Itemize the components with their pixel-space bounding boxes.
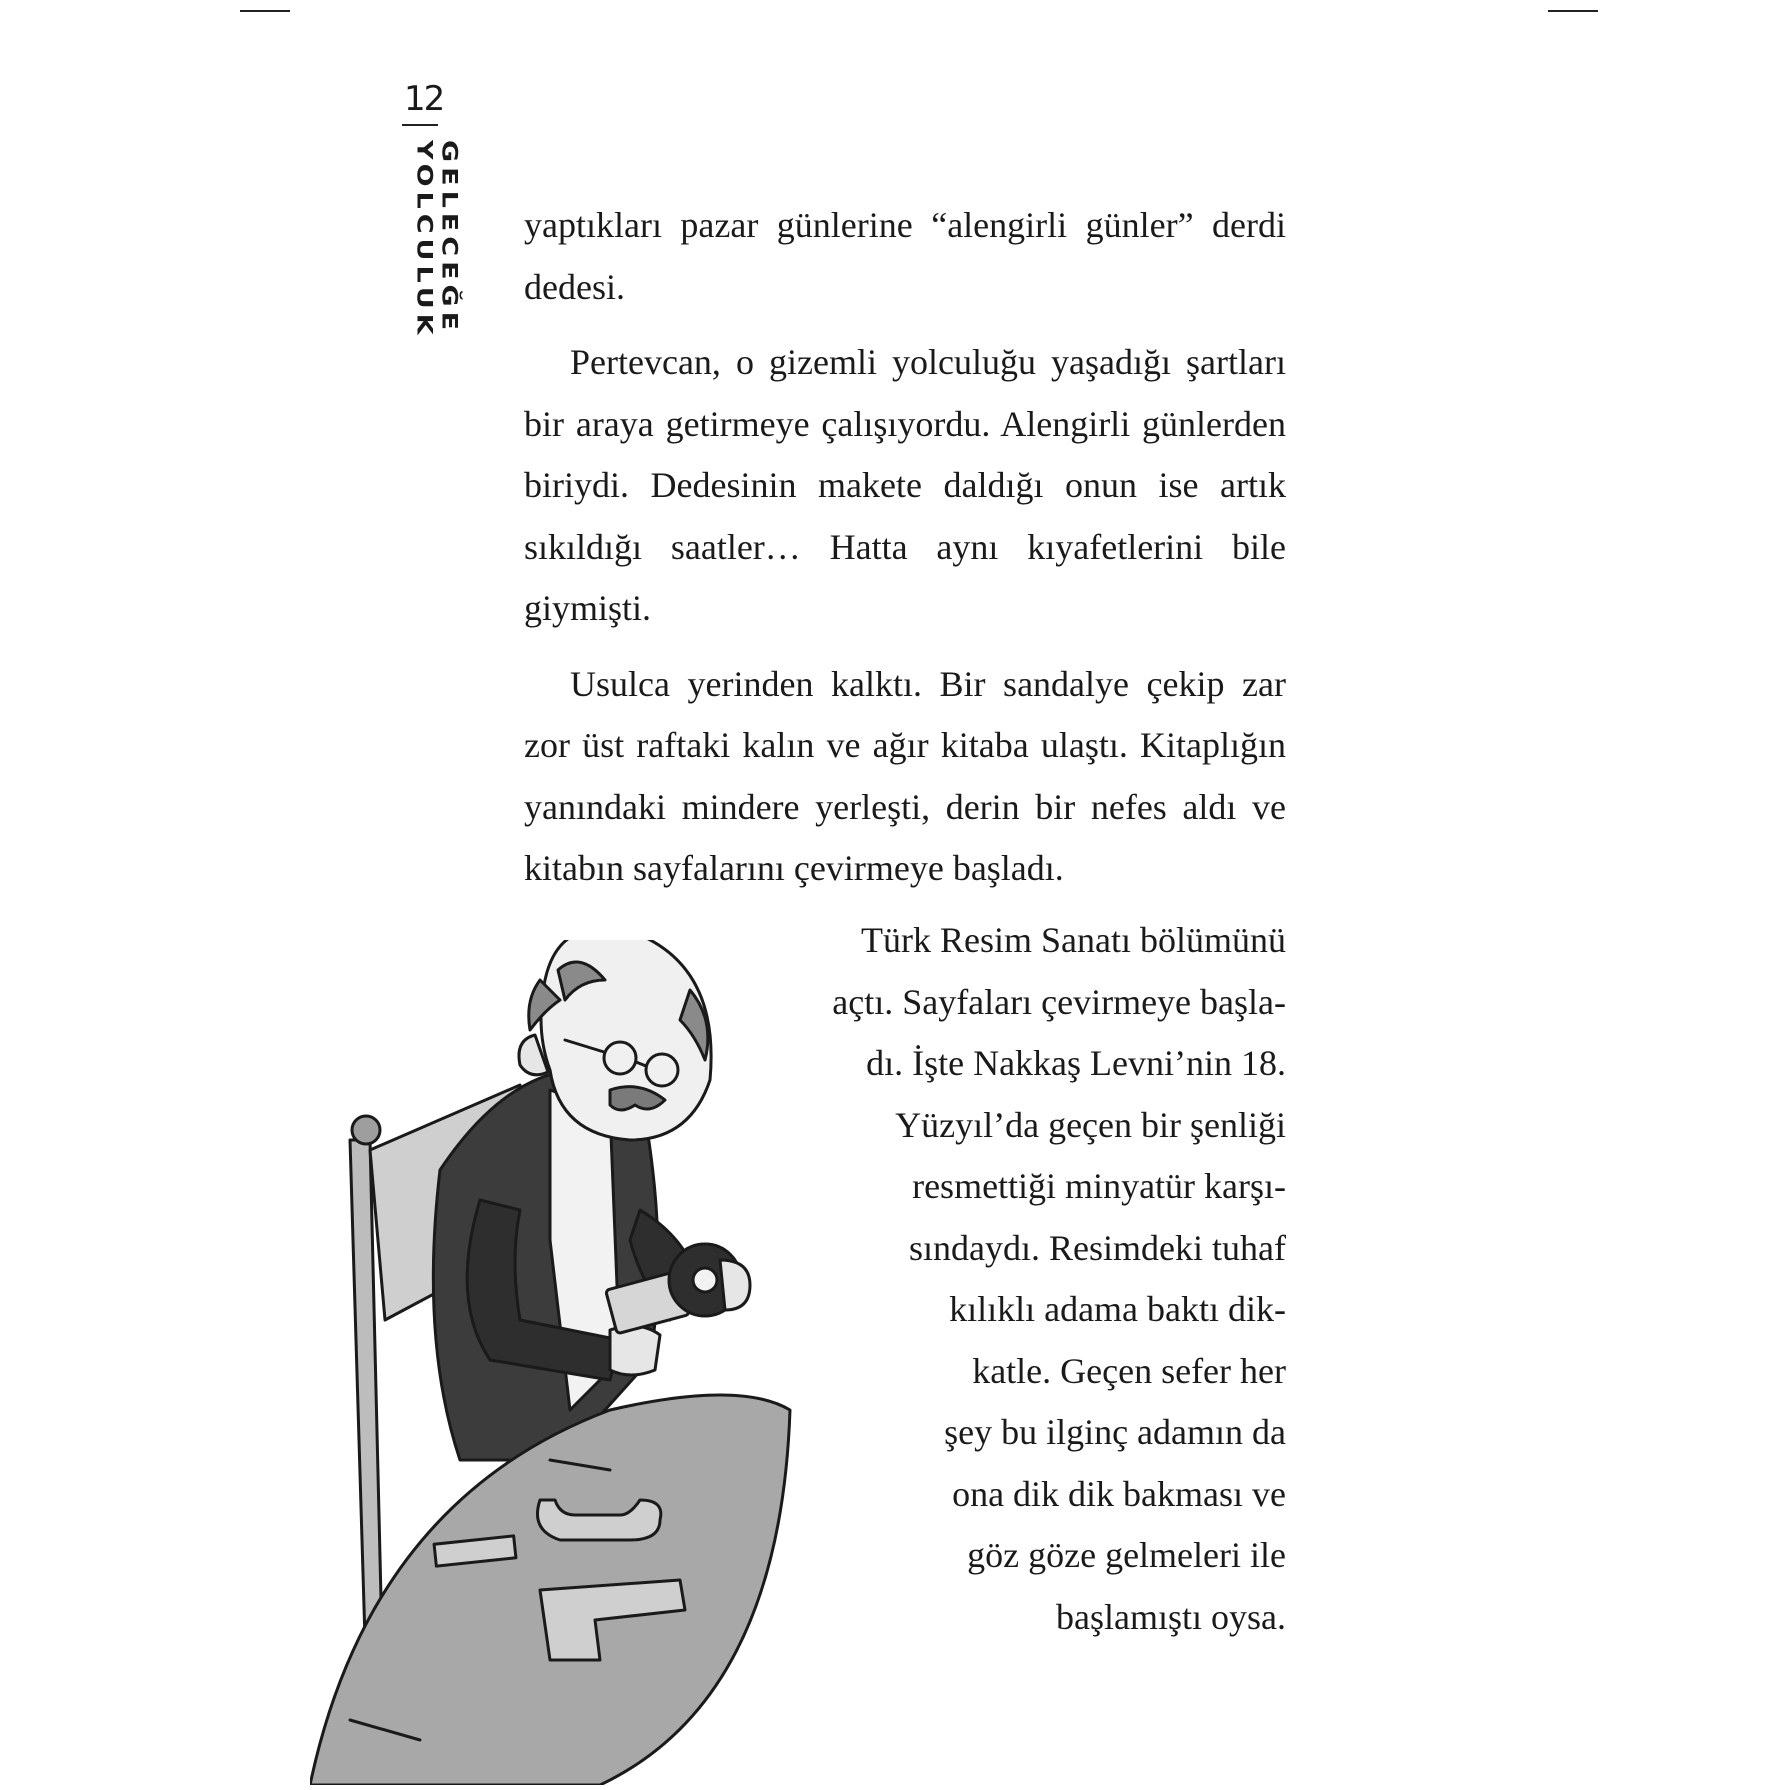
wrapped-line: sındaydı. Resimdeki tuhaf [909,1227,1286,1268]
crop-mark-right [1548,10,1598,12]
paragraph-3: Usulca yerinden kalktı. Bir sandalye çekip zar zor üst raftaki kalın ve ağır kitaba ulaştı. Kitaplığın yanındaki mindere yerleşti, derin bir nefes aldı ve kitabın sayfalarını çevirmeye başladı. [524,663,1286,888]
wrapped-line: başlamıştı oysa. [1056,1596,1286,1637]
wrapped-line: Yüzyıl’da geçen bir şenliği [895,1104,1286,1145]
grandfather-at-table-illustration [310,940,910,1785]
crop-mark-left [240,10,290,12]
wrapped-line: ona dik dik bakması ve [952,1473,1286,1514]
paragraph-1: yaptıkları pazar günlerine “alengirli günler” derdi dedesi. [524,205,1286,307]
wrapped-line: göz göze gelmeleri ile [967,1535,1286,1575]
wrapped-line: kılıklı adama baktı dik- [949,1289,1286,1329]
wrapped-line: resmettiği minyatür karşı- [912,1166,1286,1206]
running-head-rule [402,124,438,126]
body-text [524,195,1286,914]
wrapped-line: açtı. Sayfaları çevirmeye başla- [832,981,1286,1022]
paragraph-2: Pertevcan, o gizemli yolculuğu yaşadığı şartları bir araya getirmeye çalışıyordu. Alengirli günlerden biriydi. Dedesinin makete daldığı onun ise artık sıkıldığı saatler… Hatta aynı kıyafetlerini bile giymişti. [524,342,1286,628]
wrapped-line: katle. Geçen sefer her [972,1350,1286,1391]
page-number: 12 [404,79,444,119]
wrapped-line: Türk Resim Sanatı bölümünü [861,920,1286,960]
book-title: GELECEĞE YOLCULUK [412,140,462,340]
illustration-svg [310,940,910,1785]
wrapped-line: dı. İşte Nakkaş Levni’nin 18. [866,1043,1286,1083]
wrapped-line: şey bu ilginç adamın da [944,1412,1286,1452]
